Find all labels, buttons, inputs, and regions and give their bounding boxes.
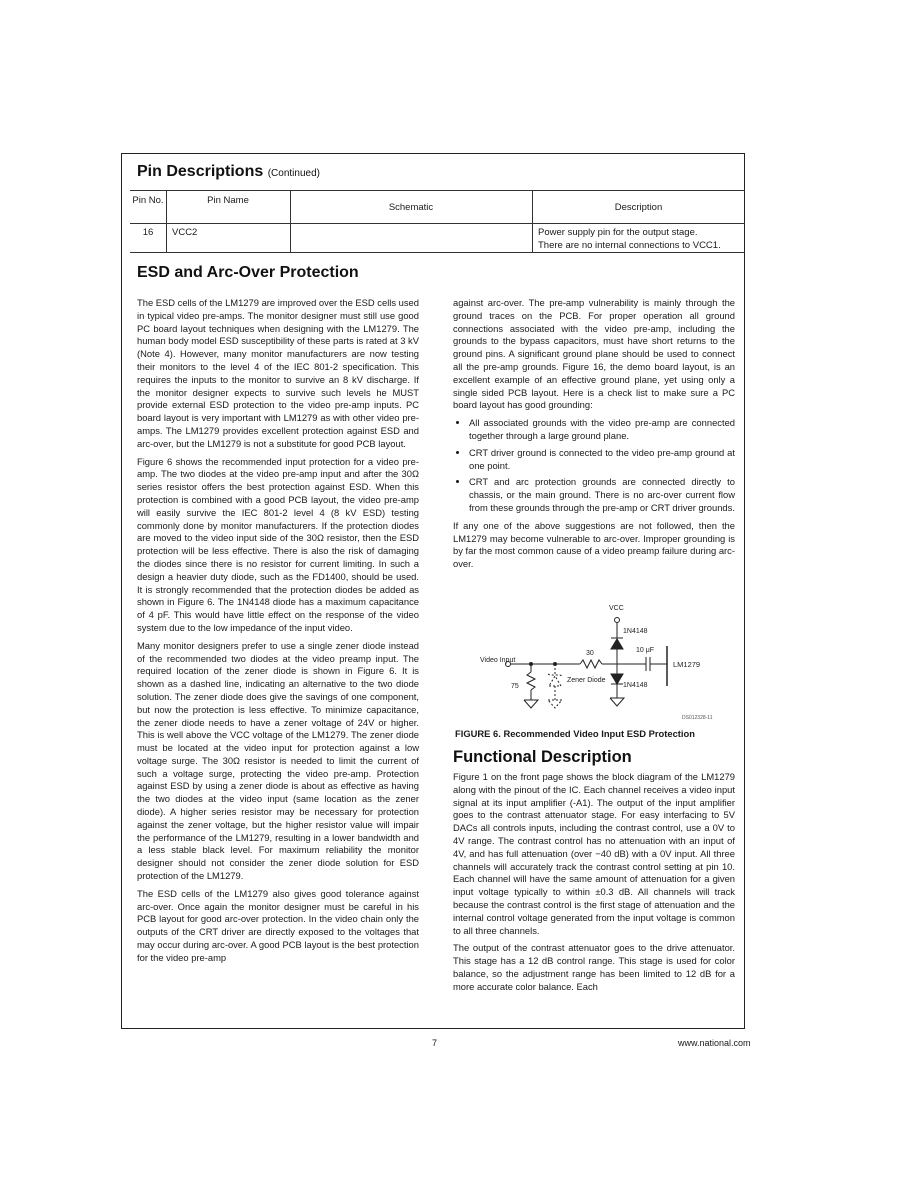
checklist-item: • CRT driver ground is connected to the video pre-amp ground at one point.: [469, 447, 735, 473]
continued-label: (Continued): [267, 168, 320, 179]
esd-protection-schematic: [470, 600, 740, 725]
website-link[interactable]: www.national.com: [678, 1038, 751, 1048]
table-header-description: Description: [614, 202, 663, 213]
diode-top-label: 1N4148: [623, 628, 648, 635]
esd-paragraph-3: Many monitor designers prefer to use a single zener diode instead of the recommended two diodes at the video preamp input. The required location of the zener diode is shown in Figure 6. It is shown as a dashed line, indicating an alternative to the two diode solution. The zener diode does give the savings of one component, but now the protection is less effective. To minimize capacitance, the zener diode needs to have a zener voltage of 24V or higher. This is well above the VCC voltage of the LM1279. The zener diode must be located at the video input for protection against a low voltage surge. The 30Ω resistor is needed to limit the current of such a voltage surge, protecting the video pre-amp. Protection against ESD by using a zener diode is about as effective as having the two diodes at the video input (same location as the zener diode). A higher series resistor may be necessary for protection against the zener voltage, but the higher resistor value will impair the performance of the LM1279, resulting in a lower bandwidth and a less stable black level. For maximum reliability the monitor designer should not consider the zener diode solution for ESD protection of the LM1279.: [137, 639, 419, 882]
section-title-esd: ESD and Arc-Over Protection: [137, 264, 359, 281]
table-header-pin-name: Pin Name: [207, 195, 249, 206]
vcc-terminal: [615, 618, 620, 623]
page-number: 7: [432, 1038, 438, 1048]
checklist-item: • All associated grounds with the video pre-amp are connected together through a large ground plane.: [469, 417, 735, 443]
figure-code-label: DS012328-11: [682, 715, 713, 721]
capacitor-label: 10 μF: [636, 647, 655, 654]
right-column-top: [453, 297, 735, 576]
figure-caption: FIGURE 6. Recommended Video Input ESD Protection: [455, 728, 695, 739]
functional-paragraph-2: The output of the contrast attenuator goes to the drive attenuator. This stage has a 12 dB control range. This stage is used for color balance, so the adjustment range has been limited to 12 dB for a more accurate color balance. Each: [453, 942, 735, 992]
table-col-divider-2: [290, 190, 291, 252]
grounding-checklist: [453, 417, 735, 515]
shunt-resistor-label: 75: [511, 683, 519, 690]
resistor-label: 30: [586, 650, 594, 657]
diode-bottom-label: 1N4148: [623, 682, 648, 689]
esd-paragraph-5: against arc-over. The pre-amp vulnerability is mainly through the ground traces on the PCB. For proper operation all ground connections associated with the video pre-amp, including the grounds to the bypass capacitors, must have short returns to the ground pins. A significant ground plane should be used to connect all the pre-amp grounds. Figure 16, the demo board layout, is an excellent example of an effective ground plane, yet using only a single sided PCB layout. Here is a check list to make sure a PC board layout has good grounding:: [453, 297, 735, 411]
esd-paragraph-4: The ESD cells of the LM1279 also gives good tolerance against arc-over. Once again the monitor designer must be careful in his PCB layout for good arc-over protection. In the video chain only the outputs of the CRT driver are directly exposed to the voltages that may occur during arc-over. A good PCB layout is the best protection for the video pre-amp: [137, 887, 419, 963]
table-header-pin-no: Pin No.: [132, 195, 164, 206]
shunt-resistor-symbol: [527, 672, 535, 690]
table-cell-description-1: Power supply pin for the output stage.: [538, 227, 698, 238]
diode-top-symbol: [611, 639, 623, 649]
table-cell-description-2: There are no internal connections to VCC1.: [538, 240, 721, 251]
zener-label: Zener Diode: [567, 677, 606, 684]
esd-closing-paragraph: If any one of the above suggestions are not followed, then the LM1279 may become vulnerable to arc-over. Improper grounding is by far the most common cause of a video preamp failure during arc-over.: [453, 519, 735, 570]
table-header-rule: [130, 223, 745, 224]
functional-paragraph-1: Figure 1 on the front page shows the block diagram of the LM1279 along with the pinout of the IC. Each channel receives a video input signal at its input amplifier (-A1). The output of the input amplifier goes to the contrast attenuator stage. For easy interfacing to 5V DACs all controls inputs, including the contrast control, use a 0V to 4V range. The contrast control has no attenuation with an input of 4V, and has full attenuation (over −40 dB) with a 0V input. All three channels will accurately track the contrast control setting at pin 10. Each channel will have the same amount of attenuation for a given input voltage typically to within ±0.3 dB. All channels will track because the contrast control is the first stage of attenuation and the internal control voltage generated from the input voltage is common to all three channels.: [453, 771, 735, 936]
table-col-divider-3: [532, 190, 533, 252]
input-label: Video Input: [480, 657, 516, 664]
table-bottom-rule: [130, 252, 745, 253]
table-cell-pin-name: VCC2: [172, 227, 198, 238]
diode-bottom-symbol: [611, 674, 623, 684]
checklist-item: • CRT and arc protection grounds are connected directly to chassis, or the main ground. There is no arc-over current flow from these grounds through the pre-amp or CRT driver grounds.: [469, 476, 735, 514]
zener-diode-symbol: [548, 664, 562, 708]
table-cell-pin-no: 16: [142, 227, 154, 238]
esd-paragraph-1: The ESD cells of the LM1279 are improved over the ESD cells used in typical video pre-amps. The monitor designer must still use good PC board layout techniques when designing with the LM1279. The human body model ESD susceptibility of these parts is rated at 3 kV (Note 4). However, many monitor manufacturers are now testing their monitors to the level 4 of the IEC 801-2 specification. This requires the inputs to the monitor to survive an 8 kV discharge. If the monitor designer expects to survive such levels he MUST provide external ESD protection to the video pre-amp inputs. PC board layout is very important with LM1279 as with other video pre-amps. The LM1279 provides excellent protection against ESD and arc-over, but the LM1279 is not a substitute for good PCB layout.: [137, 297, 419, 449]
ic-label: LM1279: [673, 660, 701, 669]
section-title-pin-descriptions: Pin Descriptions (Continued): [137, 163, 320, 180]
section-title-functional: Functional Description: [453, 748, 632, 766]
table-header-schematic: Schematic: [388, 202, 434, 213]
vcc-label: VCC: [609, 605, 624, 612]
esd-paragraph-2: Figure 6 shows the recommended input protection for a video pre-amp. The two diodes at the video pre-amp input and after the 30Ω series resistor offers the best protection against ESD. When this protection is combined with a good PCB layout, the video pre-amp will easily survive the IEC 801-2 level 4 (8 kV ESD) testing commonly done by monitor manufacturers. If the protection diodes are moved to the video input side of the 30Ω resistor, then the ESD protection will be less effective. There is also the risk of damaging the diodes since there is no resistor for current limiting. In such a design a heavier duty diode, such as the FD1400, should be used. It is strongly recommended that the protection diodes be added as shown in Figure 6. The 1N4148 diode has a maximum capacitance of 4 pF. This would have little effect on the response of the video system due to the low impedance of the input video.: [137, 455, 419, 633]
right-column-bottom: [453, 771, 735, 999]
series-resistor-symbol: [580, 660, 602, 668]
table-top-rule: [130, 190, 745, 191]
left-column: [137, 297, 419, 970]
